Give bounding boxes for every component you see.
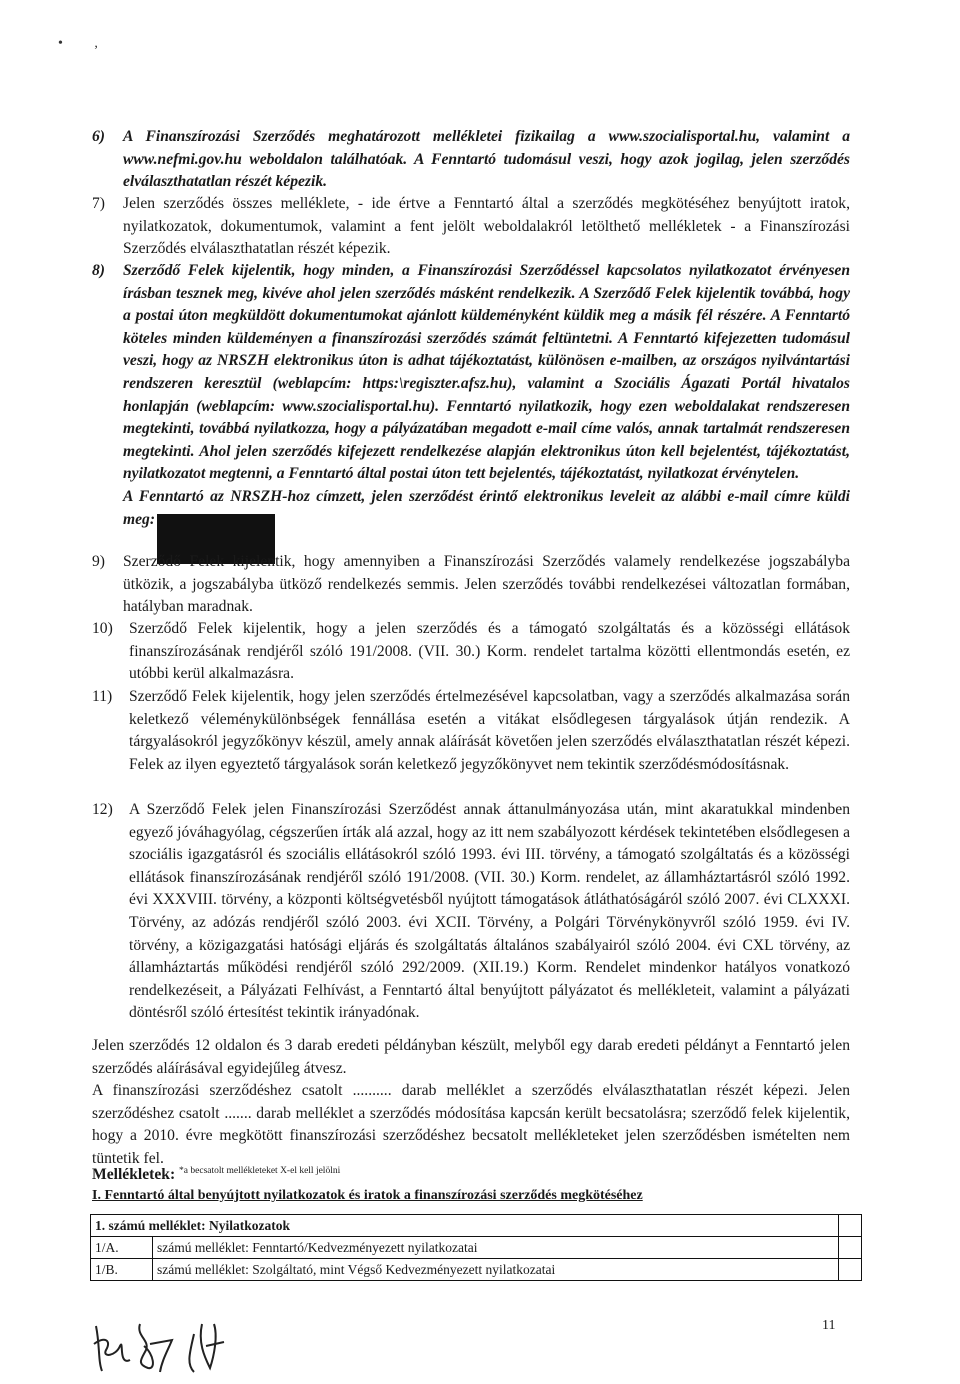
attachment-number: 1/A.	[91, 1237, 153, 1259]
handwritten-signature-icon	[90, 1316, 250, 1378]
attachments-note: *a becsatolt mellékleteket X-el kell jelölni	[179, 1166, 341, 1176]
clause-text: Szerződő Felek kijelentik, hogy a jelen szerződés és a támogató szolgáltatás és a közösségi ellátások finanszírozásának rendjéről szóló 191/2008. (VII. 30.) Korm. rendelet tartalma közötti ellentmondás esetén, ez utóbbi kerül alkalmazásra.	[129, 620, 850, 683]
clause-11	[92, 686, 850, 776]
scan-marks: • ,	[58, 36, 112, 51]
attachments-table	[90, 1214, 862, 1281]
clause-number: 12)	[92, 801, 113, 818]
clause-number: 6)	[92, 128, 105, 145]
attachment-group-label: 1. számú melléklet: Nyilatkozatok	[91, 1215, 839, 1237]
clause-number: 9)	[92, 553, 105, 570]
page-number: 11	[822, 1318, 836, 1333]
clause-text: Szerződő Felek kijelentik, hogy jelen szerződés értelmezésével kapcsolatban, vagy a szerződés alkalmazása során keletkező véleménykülönbségek fennállása esetén a vitákat elsődlegesen tárgyalások útján rendezik. A tárgyalásokról jegyzőkönyv készül, amely annak aláírását követően jelen szerződés elválaszthatatlan részét képezi. Felek az ilyen egyeztető tárgyalások során keletkező jegyzőkönyvet nem tekintik szerződésmódosításnak.	[129, 688, 850, 773]
attachment-label: számú melléklet: Szolgáltató, mint Végső Kedvezményezett nyilatkozatai	[153, 1259, 839, 1281]
attachment-checkbox[interactable]	[839, 1259, 862, 1281]
clause-text: Szerződő Felek kijelentik, hogy amennyiben a Finanszírozási Szerződés valamely rendelkezése jogszabályba ütközik, a jogszabályba ütköző rendelkezés semmis. Jelen szerződés további rendelkezései változatlan formában, hatályban maradnak.	[123, 553, 850, 616]
clause-8	[92, 260, 850, 564]
closing-paragraph-1: Jelen szerződés 12 oldalon és 3 darab eredeti példányban készült, melyből egy darab eredeti példányt a Fenntartó jelen szerződés aláírásával egyidejűleg átvesz.	[92, 1037, 850, 1077]
clause-10	[92, 618, 850, 686]
attachment-label: számú melléklet: Fenntartó/Kedvezményezett nyilatkozatai	[153, 1237, 839, 1259]
attachments-section-title: I. Fenntartó által benyújtott nyilatkozatok és iratok a finanszírozási szerződés megkötéséhez	[92, 1188, 643, 1203]
email-sentence: A Fenntartó az NRSZH-hoz címzett, jelen szerződést érintő elektronikus leveleit az alábbi e-mail címre küldi meg:	[123, 487, 850, 528]
clause-text: Jelen szerződés összes melléklete, - ide értve a Fenntartó által a szerződés megkötéséhez benyújtott iratok, nyilatkozatok, dokumentumok, valamint a fent jelölt weboldalakról letölthető mellékletek - a Finanszírozási Szerződés elválaszthatatlan részét képezik.	[123, 195, 850, 258]
clause-12	[92, 799, 850, 1025]
attachment-checkbox[interactable]	[839, 1215, 862, 1237]
closing-paragraph-2: A finanszírozási szerződéshez csatolt .......... darab melléklet a szerződés elválaszthatatlan részét képezi. Jelen szerződéshez csatolt ....... darab melléklet a szerződés módosítása kapcsán került becsatolásra; szerződő felek kijelentik, hogy a 2010. évre megkötött finanszírozási szerződéshez becsatolt mellékleteket jelen szerződésben ismételten nem tüntetik fel.	[92, 1082, 850, 1167]
clause-number: 8)	[92, 262, 105, 279]
attachments-label: Mellékletek:	[92, 1166, 176, 1184]
clause-number: 11)	[92, 688, 113, 705]
clause-number: 7)	[92, 195, 105, 212]
attachment-number: 1/B.	[91, 1259, 153, 1281]
clause-9	[92, 551, 850, 619]
clause-number: 10)	[92, 620, 113, 637]
table-row	[91, 1237, 862, 1259]
clause-6	[92, 126, 850, 194]
clause-7	[92, 193, 850, 261]
table-row	[91, 1259, 862, 1281]
attachments-heading	[92, 1166, 340, 1184]
table-row	[91, 1215, 862, 1237]
attachment-checkbox[interactable]	[839, 1237, 862, 1259]
clause-text: Szerződő Felek kijelentik, hogy minden, a Finanszírozási Szerződéssel kapcsolatos nyilatkozatot érvényesen írásban tesznek meg, kivéve ahol jelen szerződés másként rendelkezik. A Szerződő Felek kijelentik továbbá, hogy a postai úton megküldött dokumentumokat ajánlott küldeményként küldik meg a másik fél részére. A Fenntartó köteles minden küldeményen a finanszírozási szerződés számát feltüntetni. A Fenntartó kifejezetten tudomásul veszi, hogy az NRSZH elektronikus úton is adhat tájékoztatást, különösen e-mailben, az országos nyilvántartási rendszeren keresztül (weblapcím: https:\regiszter.afsz.hu), valamint a Szociális Ágazati Portál hivatalos honlapján (weblapcím: www.szocialisportal.hu). Fenntartó nyilatkozik, hogy ezen weboldalakat rendszeresen megtekinti, továbbá nyilatkozza, hogy a pályázatában megadott e-mail címe valós, annak tartalmát rendszeresen megtekinti. Ahol jelen szerződés kifejezett rendelkezése alapján elektronikus úton kell bejelentést, tájékoztatást, nyilatkozatot megtenni, a Fenntartó által postai úton tett bejelentés, tájékoztatást, nyilatkozat érvénytelen.	[123, 262, 850, 483]
clause-text: A Szerződő Felek jelen Finanszírozási Szerződést annak áttanulmányozása után, mint akaratukkal mindenben egyező jóváhagyólag, cégszerűen írták alá azzal, hogy az itt nem szabályozott kérdések tekintetében elsődlegesen a szociális igazgatásról és szociális ellátásokról szóló 1993. évi III. törvény, a támogató szolgáltatás és a közösségi ellátások finanszírozásának rendjéről szóló 191/2008. (VII. 30.) Korm. rendelet, az államháztartásról szóló 1992. évi XXXVIII. törvény, a központi költségvetésből nyújtott támogatások átláthatóságáról szóló 2007. évi CLXXXI. Törvény, az adózás rendjéről szóló 2003. évi XCII. Törvény, a Polgári Törvénykönyvről szóló 1959. évi IV. törvény, a közigazgatási hatósági eljárás és szolgáltatás általános szabályairól szóló 2004. évi CXL törvény, az államháztartás működési rendjéről szóló 292/2009. (XII.19.) Korm. Rendelet mindenkor hatályos vonatkozó rendelkezéseit, a Pályázati Felhívást, a Fenntartó által benyújtott pályázatot és mellékleteit, valamint a pályázati döntésről szóló értesítést tekintik irányadónak.	[129, 801, 850, 1022]
clause-text: A Finanszírozási Szerződés meghatározott mellékletei fizikailag a www.szocialisportal.hu, valamint a www.nefmi.gov.hu weboldalon találhatóak. A Fenntartó tudomásul veszi, hogy azok jogilag, jelen szerződés elválaszthatatlan részét képezik.	[123, 128, 850, 191]
